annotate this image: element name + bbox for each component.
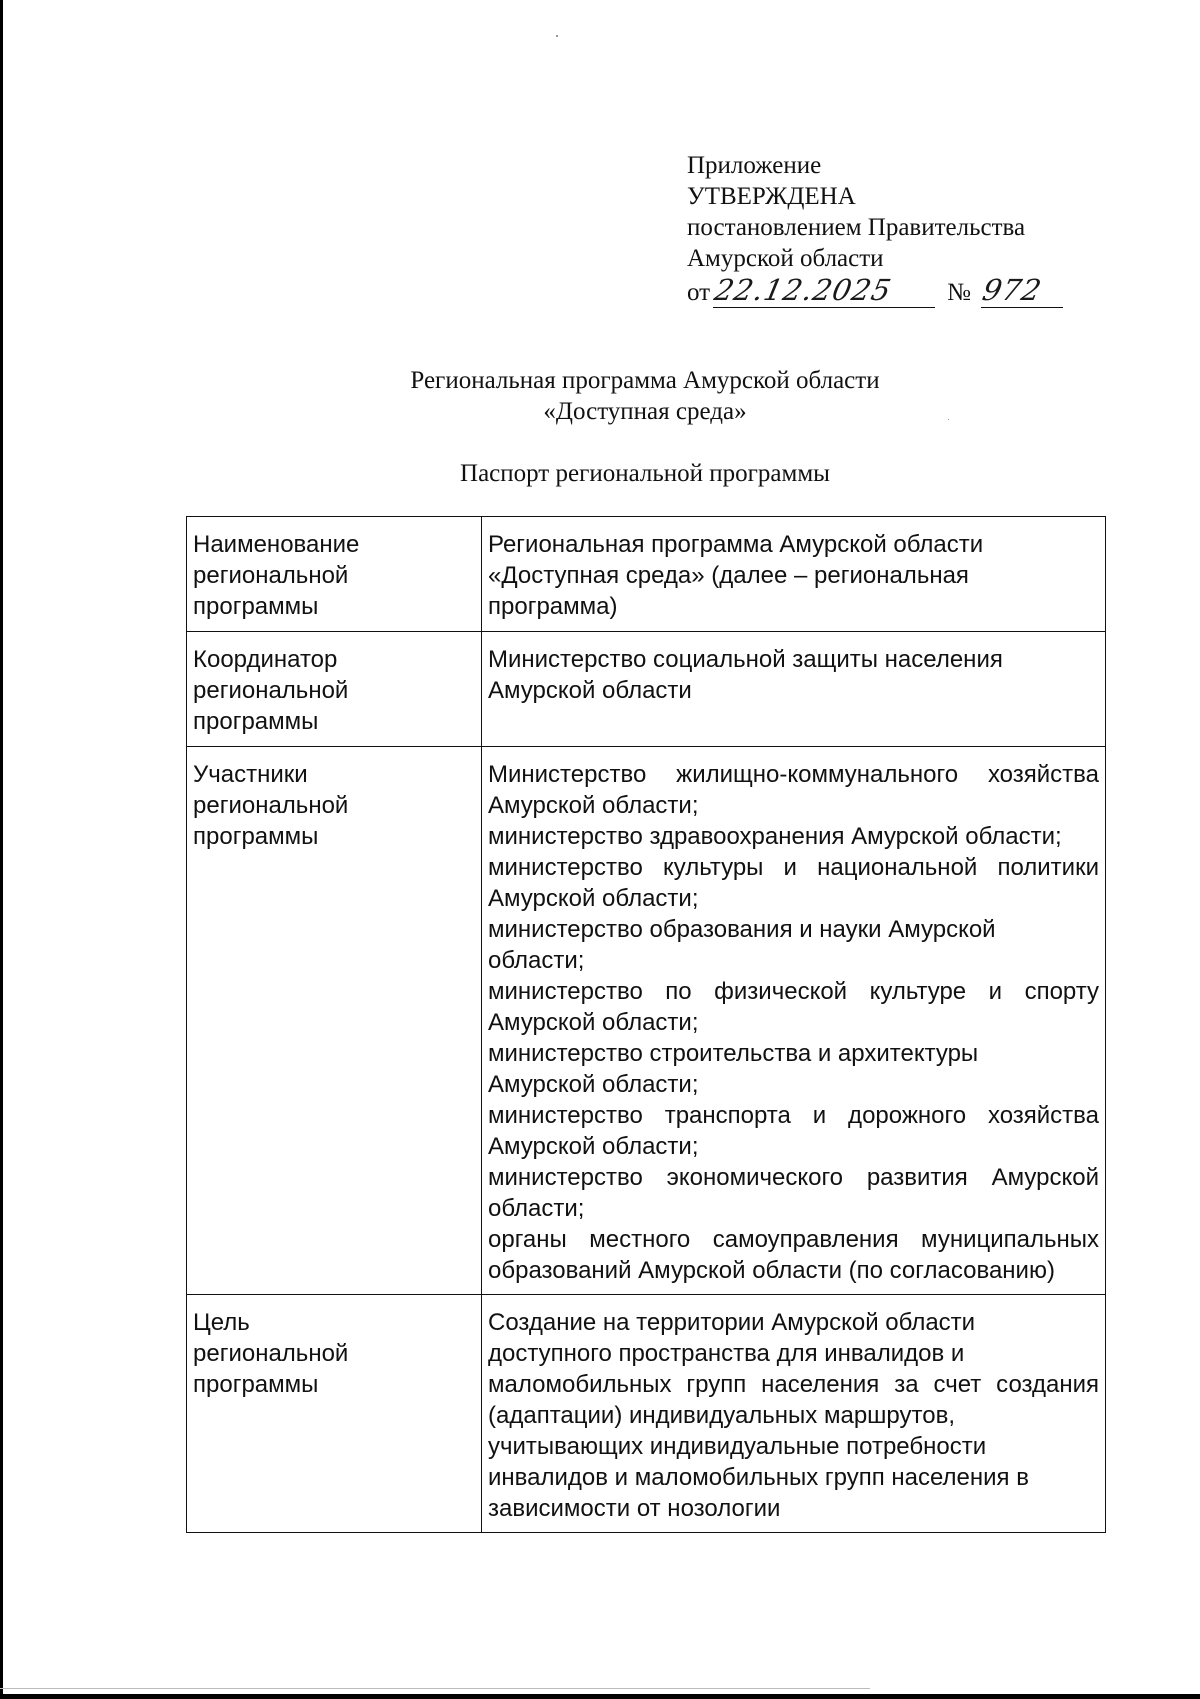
label-line: региональной [193,1340,349,1367]
row-label-cell [187,517,482,632]
label-line: программы [193,593,319,620]
handwritten-number: 972 [979,273,1046,307]
value-line: органы местного самоуправления муниципальных [488,1226,1099,1253]
value-line: доступного пространства для инвалидов и [488,1340,965,1367]
value-line: области; [488,1195,585,1222]
table-row [187,747,1106,1295]
label-line: региональной [193,677,349,704]
table-row [187,632,1106,747]
value-line: учитывающих индивидуальные потребности [488,1433,987,1460]
value-line: Региональная программа Амурской области [488,531,984,558]
value-line: министерство культуры и национальной политики [488,854,1099,881]
date-field [711,273,935,308]
approval-block [687,150,1063,308]
resolution-label: постановлением Правительства [687,214,1026,241]
value-line: Министерство социальной защиты населения [488,646,1003,673]
value-line: Амурской области; [488,885,699,912]
region-label: Амурской области [687,245,884,272]
passport-heading: Паспорт региональной программы [460,460,830,487]
label-line: Координатор [193,646,338,673]
label-line: программы [193,1371,319,1398]
value-line: министерство здравоохранения Амурской области; [488,823,1062,850]
value-line: министерство образования и науки Амурской [488,916,996,943]
row-value-cell [482,517,1106,632]
title-line-1: Региональная программа Амурской области [410,367,880,394]
value-line: области; [488,947,585,974]
row-label-cell [187,747,482,1295]
label-line: Цель [193,1309,250,1336]
appendix-label: Приложение [687,152,822,179]
label-line: программы [193,708,319,735]
value-line: Создание на территории Амурской области [488,1309,976,1336]
approved-label: УТВЕРЖДЕНА [687,183,856,210]
value-line: Амурской области; [488,1009,699,1036]
value-line: маломобильных групп населения за счет создания [488,1371,1099,1398]
title-line-2: «Доступная среда» [543,398,747,425]
number-sign: № [947,279,971,306]
value-line: Амурской области [488,677,692,704]
value-line: Амурской области; [488,1133,699,1160]
value-line: зависимости от нозологии [488,1495,781,1522]
value-line: Амурской области; [488,1071,699,1098]
row-value-cell [482,1295,1106,1533]
scan-speck [556,35,558,37]
label-line: региональной [193,792,349,819]
value-line: министерство транспорта и дорожного хозяйства [488,1102,1099,1129]
scan-line [0,1688,870,1689]
row-label-cell [187,632,482,747]
value-line: образований Амурской области (по согласованию) [488,1257,1055,1284]
label-line: программы [193,823,319,850]
value-line: инвалидов и маломобильных групп населения в [488,1464,1029,1491]
label-line: региональной [193,562,349,589]
value-line: Амурской области; [488,792,699,819]
value-line: программа) [488,593,618,620]
value-line: (адаптации) индивидуальных маршрутов, [488,1402,955,1429]
value-line: «Доступная среда» (далее – региональная [488,562,969,589]
value-line: министерство экономического развития Амурской [488,1164,1099,1191]
number-field [979,273,1063,308]
row-value-cell [482,632,1106,747]
value-line: министерство по физической культуре и спорту [488,978,1099,1005]
handwritten-date: 22.12.2025 [711,273,895,307]
value-line: Министерство жилищно-коммунального хозяйства [488,761,1099,788]
date-number-line [687,274,1063,308]
label-line: Наименование [193,531,360,558]
scan-border-bottom [0,1694,1200,1699]
label-line: Участники [193,761,308,788]
table-row [187,517,1106,632]
table-row [187,1295,1106,1533]
value-line: министерство строительства и архитектуры [488,1040,979,1067]
date-prefix: от [687,279,711,306]
scan-border-left [0,0,3,1699]
row-label-cell [187,1295,482,1533]
passport-table [186,516,1106,1533]
row-value-cell [482,747,1106,1295]
